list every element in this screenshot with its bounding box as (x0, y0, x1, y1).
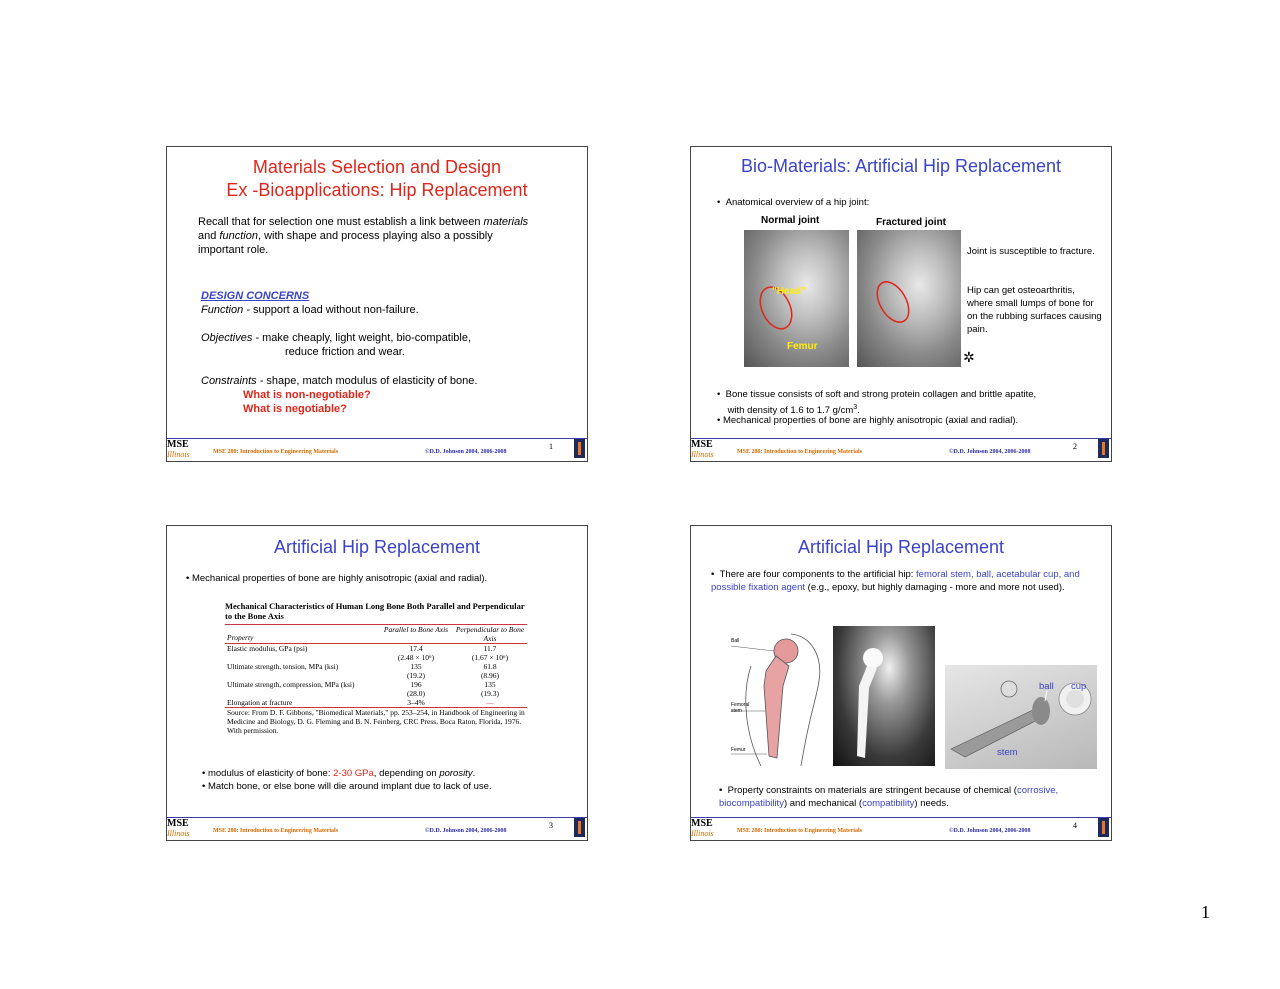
hip-figure-icon: ✲ (963, 349, 975, 365)
page-number: 1 (1201, 902, 1210, 922)
illinois-logo-text: Illinois (167, 450, 190, 459)
table-caption: Mechanical Characteristics of Human Long Bone Both Parallel and Perpendicular to the Bone Axis (225, 601, 525, 621)
slide-number: 2 (1073, 442, 1077, 451)
illinois-logo-text: Illinois (691, 450, 714, 459)
slide-4 (690, 525, 1112, 841)
slide-footer (691, 438, 1111, 461)
modulus-bullet: • modulus of elasticity of bone: 2-30 GPa, depending on porosity. (202, 768, 476, 779)
objectives-line-2: reduce friction and wear. (285, 346, 405, 358)
hip-implant-diagram (731, 626, 826, 766)
table-row: Elongation at fracture 3–4% — (227, 698, 494, 707)
table-header-perpendicular: Perpendicular to Bone Axis (455, 625, 525, 643)
slide-footer (167, 438, 587, 461)
mse-logo: MSE (167, 439, 189, 450)
function-line: Function - support a load without non-failure. (201, 304, 419, 316)
illinois-i-icon (1098, 818, 1109, 837)
slide-4-bullet-1: • There are four components to the artificial hip: femoral stem, ball, acetabular cup, and possible fixation agent (e.g., epoxy, but highly damaging - more and more not used). (711, 569, 1080, 593)
bone-properties-table (225, 624, 527, 735)
slide-1-intro: Recall that for selection one must establish a link between materials and function, with shape and process playing also a possibly important role. (198, 216, 529, 256)
mse-logo: MSE (167, 818, 189, 829)
slide-number: 4 (1073, 821, 1077, 830)
course-name: MSE 280: Introduction to Engineering Materials (213, 828, 339, 834)
stem-label: stem (997, 747, 1018, 758)
ball-diagram-label: Ball (731, 638, 740, 644)
head-label: "Head" (772, 286, 806, 297)
illinois-i-icon (1098, 439, 1109, 458)
slide-2 (690, 146, 1112, 462)
ball-label: ball (1039, 681, 1054, 692)
slide-number: 1 (549, 442, 553, 451)
slide-1-title: Materials Selection and Design Ex -Bioapplications: Hip Replacement (226, 157, 528, 200)
table-source: Source: From D. F. Gibbons, "Biomedical Materials," pp. 253–254, in Handbook of Engineering in Medicine and Biology, D. G. Fleming and B. N. Feinberg, CRC Press, Boca Raton, Florida, 1976. With permission. (227, 708, 525, 735)
illinois-i-icon (574, 818, 585, 837)
table-header-property: Property (227, 633, 254, 642)
course-name: MSE 280: Introduction to Engineering Materials (737, 828, 863, 834)
copyright: ©D.D. Johnson 2004, 2006-2008 (949, 828, 1031, 834)
slide-footer (691, 817, 1111, 840)
normal-joint-xray (744, 230, 849, 367)
implant-xray (833, 626, 935, 766)
slide-3 (166, 525, 588, 841)
design-concerns-heading: DESIGN CONCERNS (201, 290, 310, 302)
slide-4-bullet-2: • Property constraints on materials are stringent because of chemical (corrosive, biocompatibility) and mechanical (compatibility) needs. (719, 785, 1059, 809)
table-header-parallel: Parallel to Bone Axis (383, 625, 449, 634)
illinois-i-icon (574, 439, 585, 458)
illinois-logo-text: Illinois (691, 829, 714, 838)
question-negotiable: What is negotiable? (243, 403, 347, 415)
fractured-joint-label: Fractured joint (876, 217, 947, 228)
constraints-line: Constraints - shape, match modulus of elasticity of bone. (201, 375, 478, 387)
slide-footer (167, 817, 587, 840)
course-name: MSE 280: Introduction to Engineering Materials (213, 449, 339, 455)
objectives-line: Objectives - make cheaply, light weight, bio-compatible, (201, 332, 472, 344)
copyright: ©D.D. Johnson 2004, 2006-2008 (949, 449, 1031, 455)
femur-label: Femur (787, 341, 818, 352)
table-row: Ultimate strength, compression, MPa (ksi) 196 (28.0) 135 (19.3) (227, 680, 500, 698)
copyright: ©D.D. Johnson 2004, 2006-2008 (425, 449, 507, 455)
slide-3-title: Artificial Hip Replacement (273, 537, 481, 557)
osteoarthritis-note: Hip can get osteoarthritis, where small lumps of bone for on the rubbing surfaces causing pain. (967, 285, 1102, 335)
copyright: ©D.D. Johnson 2004, 2006-2008 (425, 828, 507, 834)
mse-logo: MSE (691, 818, 713, 829)
course-name: MSE 280: Introduction to Engineering Materials (737, 449, 863, 455)
slide-2-bullet-3: • Mechanical properties of bone are highly anisotropic (axial and radial). (717, 415, 1019, 426)
slide-1 (166, 146, 588, 462)
slide-4-title: Artificial Hip Replacement (797, 537, 1005, 557)
slide-2-bullet-1: • Anatomical overview of a hip joint: (717, 197, 870, 208)
illinois-logo-text: Illinois (167, 829, 190, 838)
slide-2-title: Bio-Materials: Artificial Hip Replacement (740, 156, 1062, 176)
slide-2-bullet-2: • Bone tissue consists of soft and strong protein collagen and brittle apatite, with density of 1.6 to 1.7 $g/cm^3$. (717, 389, 1037, 417)
cup-label: cup (1071, 681, 1087, 692)
mse-logo: MSE (691, 439, 713, 450)
implant-components-photo (945, 665, 1097, 769)
femur-diagram-label: Femur (731, 747, 746, 753)
slide-3-bullet-1: • Mechanical properties of bone are highly anisotropic (axial and radial). (186, 573, 488, 584)
table-row: Ultimate strength, tension, MPa (ksi) 135 (19.2) 61.8 (8.96) (227, 662, 500, 680)
question-non-negotiable: What is non-negotiable? (243, 389, 371, 401)
slide-number: 3 (549, 821, 553, 830)
femoral-stem-diagram-label: Femoral stem (731, 702, 750, 714)
fractured-joint-xray (857, 230, 961, 367)
susceptible-note: Joint is susceptible to fracture. (967, 246, 1095, 257)
table-row: Elastic modulus, GPa (psi) 17.4 (2.48 × 10⁶) 11.7 (1.67 × 10⁶) (225, 644, 527, 663)
match-bone-bullet: • Match bone, or else bone will die around implant due to lack of use. (202, 781, 492, 792)
normal-joint-label: Normal joint (761, 215, 820, 226)
